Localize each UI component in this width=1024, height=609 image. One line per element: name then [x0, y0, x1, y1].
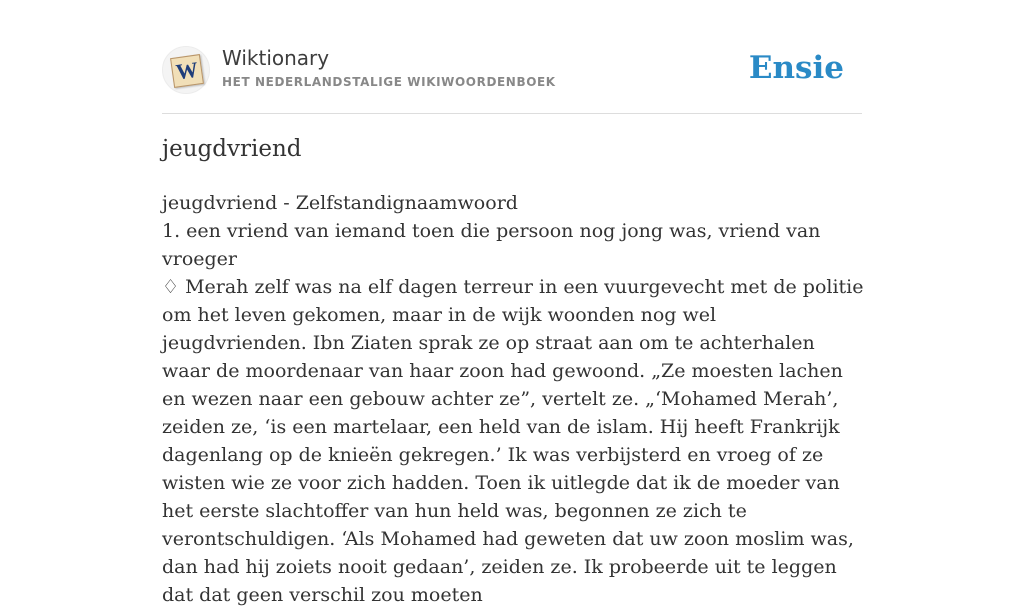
page-title: jeugdvriend	[162, 136, 302, 162]
wiktionary-logo-icon[interactable]	[162, 46, 210, 94]
entry-content	[162, 189, 866, 609]
logo-tile	[170, 54, 204, 88]
logo-letter: W	[174, 56, 200, 85]
site-title[interactable]: Wiktionary	[222, 46, 330, 70]
site-subtitle: HET NEDERLANDSTALIGE WIKIWOORDENBOEK	[222, 75, 556, 89]
entry-example: ♢ Merah zelf was na elf dagen terreur in een vuurgevecht met de politie om het leven gekomen, maar in de wijk woonden nog wel jeugdvrienden. Ibn Ziaten sprak ze op straat aan om te achterhalen waar de moordenaar van haar zoon had gewoond. „Ze moesten lachen en wezen naar een gebouw achter ze”, vertelt ze. „‘Mohamed Merah’, zeiden ze, ‘is een martelaar, een held van de islam. Hij heeft Frankrijk dagenlang op de knieën gekregen.’ Ik was verbijsterd en vroeg of ze wisten wie ze voor zich hadden. Toen ik uitlegde dat ik de moeder van het eerste slachtoffer van hun held was, begonnen ze zich te verontschuldigen. ‘Als Mohamed had geweten dat uw zoon moslim was, dan had hij zoiets nooit gedaan’, zeiden ze. Ik probeerde uit te leggen dat dat geen verschil zou moeten	[162, 276, 864, 606]
site-header	[162, 42, 862, 98]
header-divider	[162, 113, 862, 114]
brand-logo[interactable]: Ensie	[748, 50, 844, 86]
entry-heading: jeugdvriend - Zelfstandignaamwoord	[162, 192, 518, 214]
entry-definition: 1. een vriend van iemand toen die persoon nog jong was, vriend van vroeger	[162, 220, 821, 270]
